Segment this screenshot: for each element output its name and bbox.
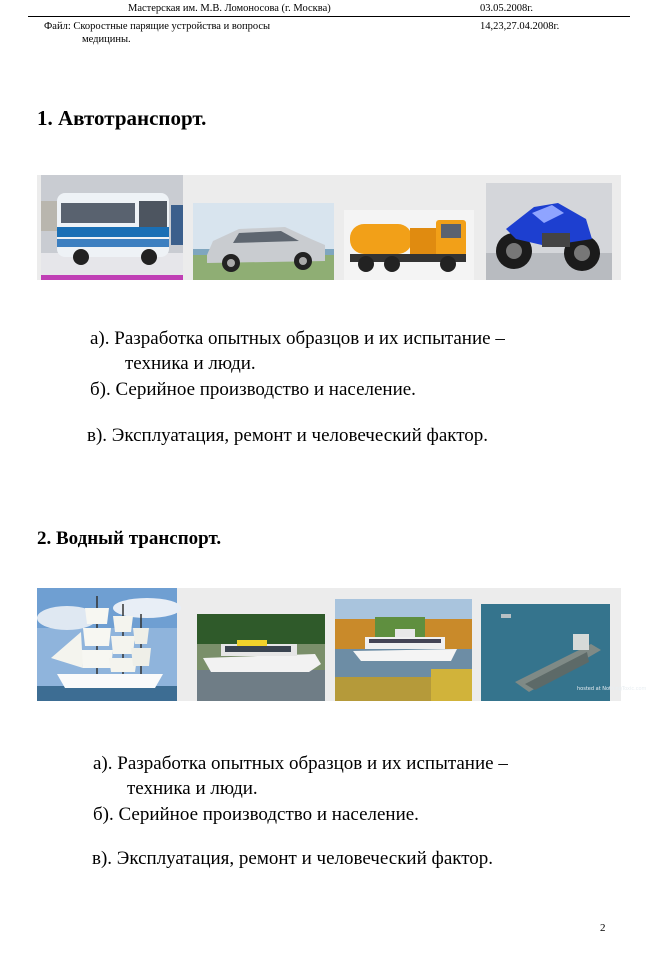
auto-photo-strip (37, 175, 621, 280)
page-number: 2 (600, 922, 606, 934)
header-dates: 14,23,27.04.2008г. (480, 21, 560, 32)
header-date: 03.05.2008г. (480, 3, 533, 14)
car-photo (193, 203, 334, 280)
water-item-a-line1: а). Разработка опытных образцов и их испытание – (93, 753, 508, 774)
water-item-a-line2: техника и люди. (127, 778, 258, 799)
truck-photo (344, 210, 474, 280)
auto-item-a-line1: а). Разработка опытных образцов и их испытание – (90, 328, 505, 349)
header-file-line1: Файл: Скоростные парящие устройства и вопросы (44, 21, 271, 32)
header-workshop: Мастерская им. М.В. Ломоносова (г. Москва) (128, 3, 331, 14)
water-item-c: в). Эксплуатация, ремонт и человеческий фактор. (92, 848, 494, 869)
watermark-text: hosted at NothingToxic.com (577, 686, 647, 692)
auto-item-c: в). Эксплуатация, ремонт и человеческий фактор. (87, 425, 489, 446)
auto-item-a-line2: техника и люди. (125, 353, 256, 374)
motor-boat-photo (197, 614, 325, 701)
header-rule (28, 16, 630, 17)
motorcycle-photo (486, 183, 612, 280)
river-cruise-ship-photo (335, 599, 472, 701)
water-item-b: б). Серийное производство и население. (93, 804, 419, 825)
sailing-ship-photo (37, 588, 177, 701)
auto-item-b: б). Серийное производство и население. (90, 379, 416, 400)
cargo-ship-photo (481, 604, 647, 701)
section-title-auto: 1. Автотранспорт. (37, 106, 207, 130)
water-photo-strip (37, 588, 647, 701)
bus-photo (41, 175, 183, 280)
section-title-water: 2. Водный транспорт. (37, 528, 222, 549)
header-file-line2: медицины. (82, 34, 131, 45)
